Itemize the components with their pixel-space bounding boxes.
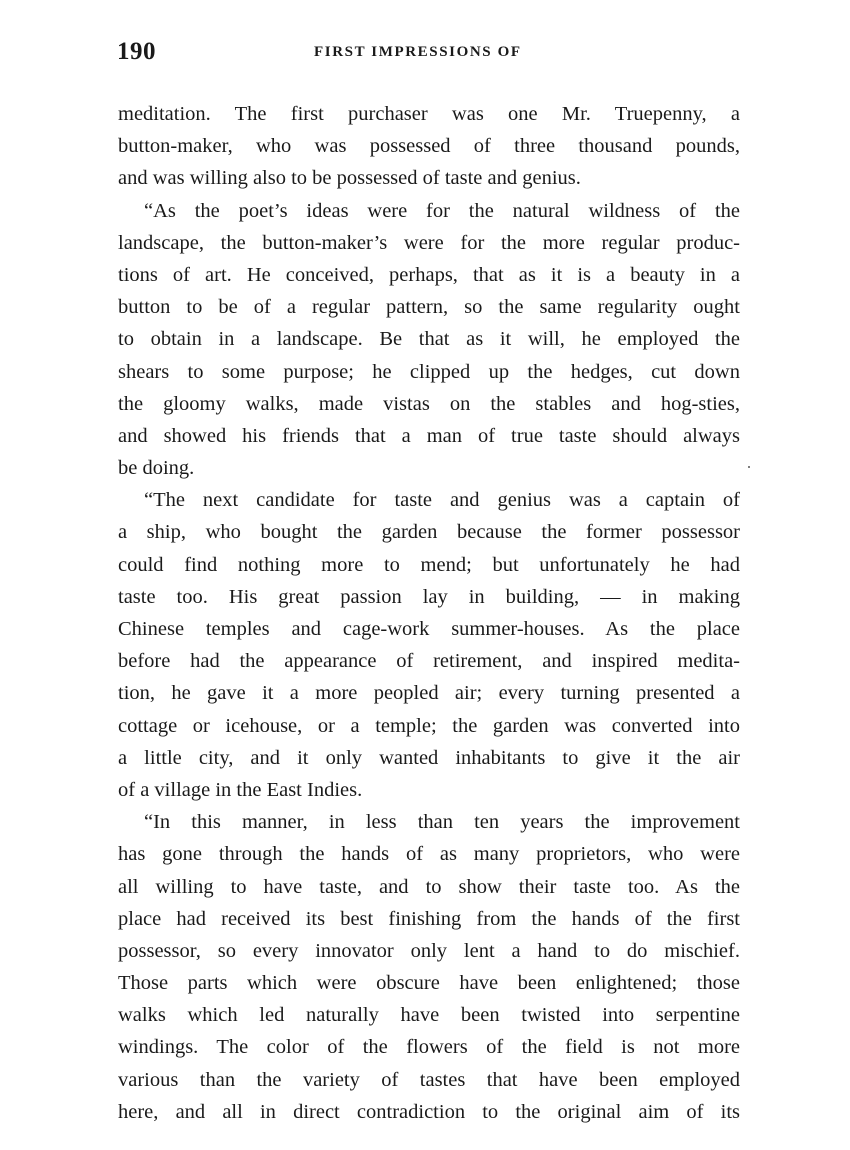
- text-line: and showed his friends that a man of true taste should always: [118, 424, 740, 447]
- text-line: various than the variety of tastes that have been employed: [118, 1068, 740, 1091]
- text-line: a little city, and it only wanted inhabitants to give it the air: [118, 746, 740, 769]
- text-line: cottage or icehouse, or a temple; the garden was converted into: [118, 714, 740, 737]
- running-title: FIRST IMPRESSIONS OF: [314, 44, 522, 60]
- text-line: a ship, who bought the garden because the former possessor: [118, 521, 740, 544]
- text-line: the gloomy walks, made vistas on the stables and hog-sties,: [118, 392, 740, 415]
- paragraph-first-line: “In this manner, in less than ten years the improvement: [144, 811, 740, 834]
- text-line: tion, he gave it a more peopled air; every turning presented a: [118, 682, 740, 705]
- text-line: before had the appearance of retirement, and inspired medita-: [118, 650, 740, 673]
- running-head: [117, 38, 742, 70]
- text-line: Those parts which were obscure have been enlightened; those: [118, 972, 740, 995]
- text-line: meditation. The first purchaser was one Mr. Truepenny, a: [118, 103, 740, 125]
- page-number: 190: [117, 38, 156, 65]
- text-line: has gone through the hands of as many proprietors, who were: [118, 843, 740, 866]
- paragraph-first-line: “As the poet’s ideas were for the natural wildness of the: [144, 199, 740, 222]
- text-line: Chinese temples and cage-work summer-houses. As the place: [118, 618, 740, 640]
- text-line: shears to some purpose; he clipped up the hedges, cut down: [118, 360, 740, 383]
- text-line: could find nothing more to mend; but unfortunately he had: [118, 553, 740, 576]
- text-line: walks which led naturally have been twisted into serpentine: [118, 1004, 740, 1027]
- text-line: here, and all in direct contradiction to the original aim of its: [118, 1100, 740, 1123]
- text-line: button to be of a regular pattern, so the same regularity ought: [118, 296, 740, 319]
- text-line: tions of art. He conceived, perhaps, that as it is a beauty in a: [118, 263, 740, 286]
- text-line: landscape, the button-maker’s were for the more regular produc-: [118, 231, 740, 254]
- text-line: of a village in the East Indies.: [118, 778, 363, 801]
- text-line: be doing.: [118, 457, 195, 480]
- text-line: button-maker, who was possessed of three thousand pounds,: [118, 135, 740, 158]
- text-line: to obtain in a landscape. Be that as it will, he employed the: [118, 328, 740, 351]
- text-line: windings. The color of the flowers of the field is not more: [118, 1036, 740, 1059]
- text-line: possessor, so every innovator only lent a hand to do mischief.: [118, 939, 740, 962]
- paragraph-first-line: “The next candidate for taste and genius was a captain of: [144, 489, 740, 512]
- body-text: [118, 98, 740, 1128]
- text-line: and was willing also to be possessed of taste and genius.: [118, 167, 581, 190]
- text-line: all willing to have taste, and to show their taste too. As the: [118, 875, 740, 898]
- text-line: place had received its best finishing from the hands of the first: [118, 907, 740, 930]
- print-speck: [748, 466, 750, 468]
- text-line: taste too. His great passion lay in building, — in making: [118, 585, 740, 608]
